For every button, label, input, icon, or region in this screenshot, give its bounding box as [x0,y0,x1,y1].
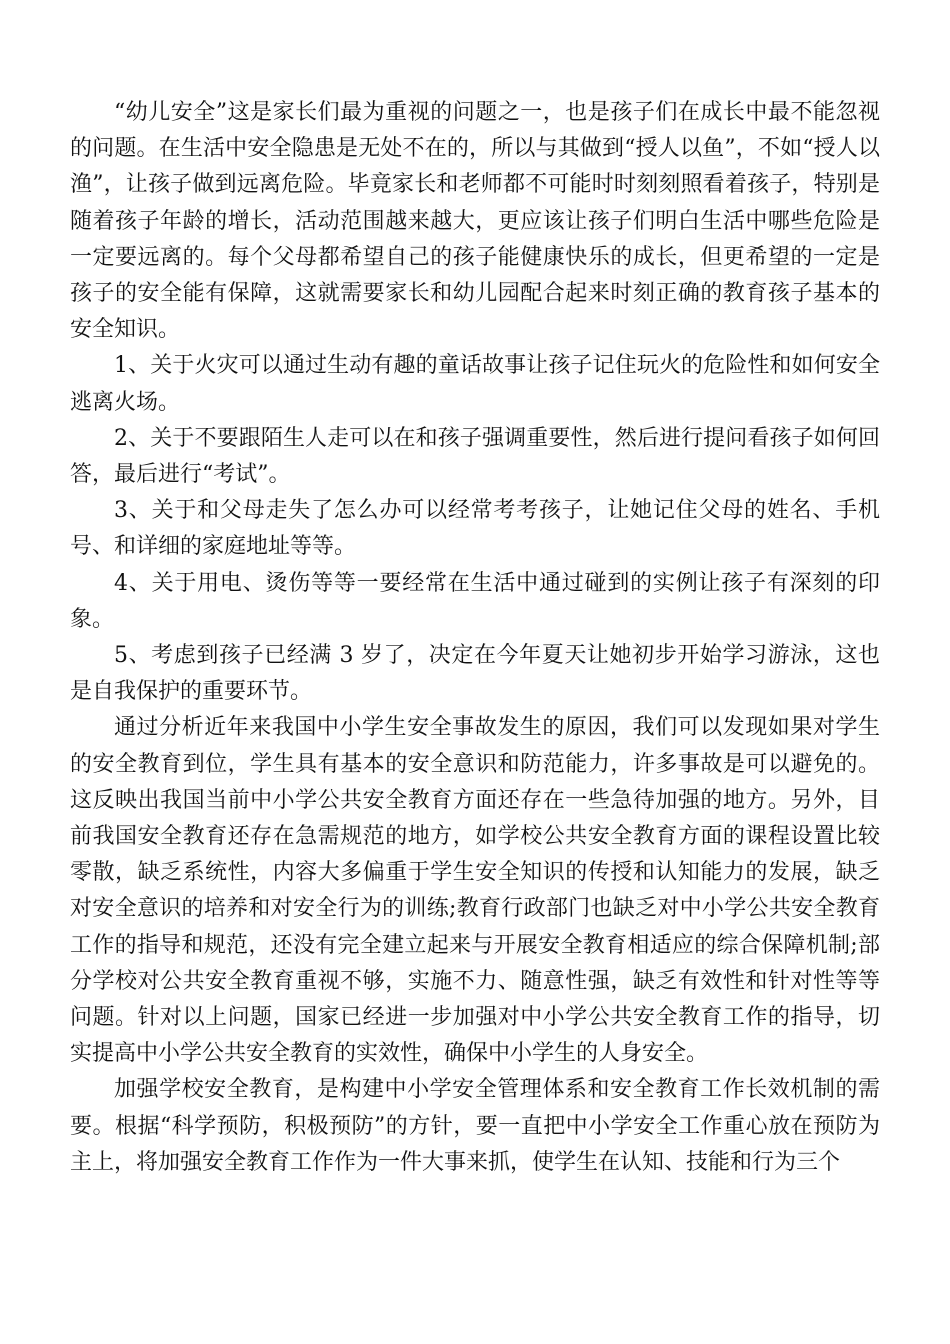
document-body [70,95,880,1181]
paragraph-intro: “幼儿安全”这是家长们最为重视的问题之一，也是孩子们在成长中最不能忽视的问题。在生活中安全隐患是无处不在的，所以与其做到“授人以鱼”，不如“授人以渔”，让孩子做到远离危险。毕竟家长和老师都不可能时时刻刻照看着孩子，特别是随着孩子年龄的增长，活动范围越来越大，更应该让孩子们明白生活中哪些危险是一定要远离的。每个父母都希望自己的孩子能健康快乐的成长，但更希望的一定是孩子的安全能有保障，这就需要家长和幼儿园配合起来时刻正确的教育孩子基本的安全知识。 [70,100,880,343]
paragraph-item-1: 1、关于火灾可以通过生动有趣的童话故事让孩子记住玩火的危险性和如何安全逃离火场。 [70,353,880,415]
paragraph-analysis: 通过分析近年来我国中小学生安全事故发生的原因，我们可以发现如果对学生的安全教育到位，学生具有基本的安全意识和防范能力，许多事故是可以避免的。这反映出我国当前中小学公共安全教育方面还存在一些急待加强的地方。另外，目前我国安全教育还存在急需规范的地方，如学校公共安全教育方面的课程设置比较零散，缺乏系统性，内容大多偏重于学生安全知识的传授和认知能力的发展，缺乏对安全意识的培养和对安全行为的训练;教育行政部门也缺乏对中小学公共安全教育工作的指导和规范，还没有完全建立起来与开展安全教育相适应的综合保障机制;部分学校对公共安全教育重视不够，实施不力、随意性强，缺乏有效性和针对性等等问题。针对以上问题，国家已经进一步加强对中小学公共安全教育工作的指导，切实提高中小学公共安全教育的实效性，确保中小学生的人身安全。 [70,715,880,1067]
paragraph-item-4: 4、关于用电、烫伤等等一要经常在生活中通过碰到的实例让孩子有深刻的印象。 [70,570,880,632]
paragraph-strengthen: 加强学校安全教育，是构建中小学安全管理体系和安全教育工作长效机制的需要。根据“科学预防，积极预防”的方针，要一直把中小学安全工作重心放在预防为主上，将加强安全教育工作作为一件大事来抓，使学生在认知、技能和行为三个 [70,1077,880,1175]
paragraph-item-2: 2、关于不要跟陌生人走可以在和孩子强调重要性，然后进行提问看孩子如何回答，最后进行“考试”。 [70,425,880,488]
paragraph-item-3: 3、关于和父母走失了怎么办可以经常考考孩子，让她记住父母的姓名、手机号、和详细的家庭地址等等。 [70,498,880,560]
paragraph-item-5: 5、考虑到孩子已经满 3 岁了，决定在今年夏天让她初步开始学习游泳，这也是自我保护的重要环节。 [70,643,880,705]
